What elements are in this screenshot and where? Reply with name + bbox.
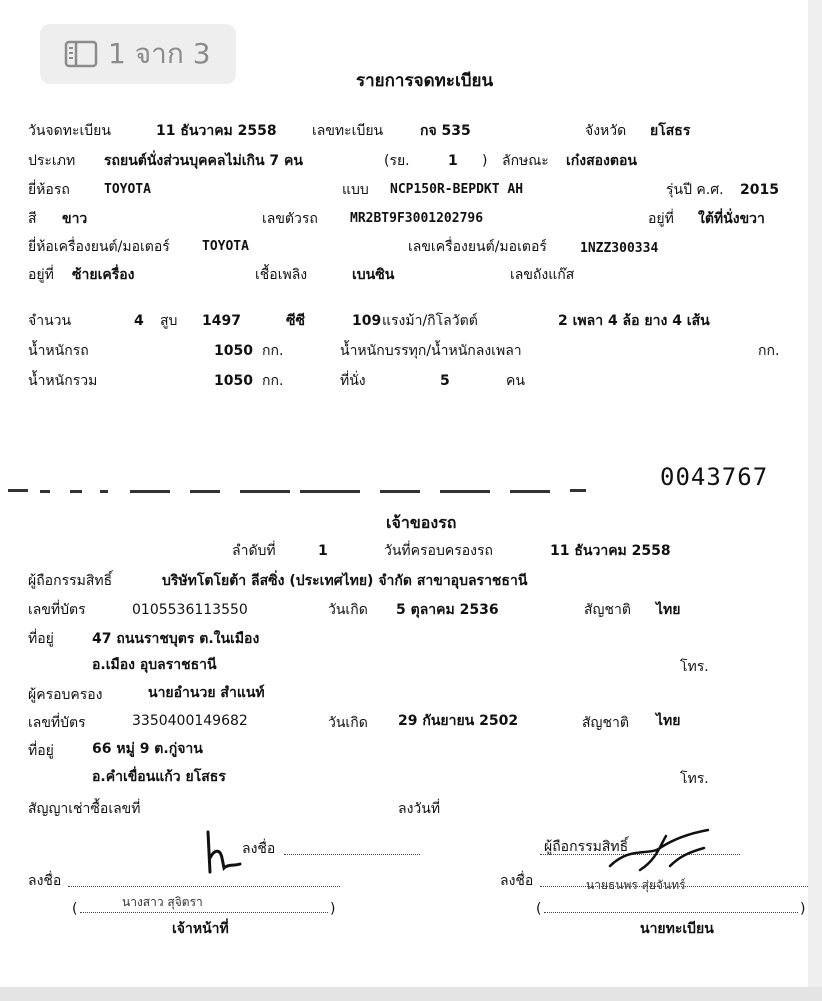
- possessor-label: ผู้ครอบครอง: [28, 687, 103, 703]
- order: 1: [318, 543, 328, 559]
- holder-tel-label: โทร.: [680, 659, 709, 675]
- chassis-loc-label: อยู่ที่: [648, 211, 674, 227]
- weight-unit: กก.: [262, 343, 284, 359]
- possessor-nat-label: สัญชาติ: [582, 715, 629, 731]
- holder-id-label: เลขที่บัตร: [28, 602, 86, 618]
- cylinders: 4: [134, 313, 144, 329]
- page-edge-bottom: [0, 987, 822, 1001]
- order-label: ลำดับที่: [232, 543, 276, 559]
- possess-date-label: วันที่ครอบครองรถ: [384, 543, 493, 559]
- sidebar-icon: [64, 40, 98, 68]
- vehicle-style: เก๋งสองตอน: [566, 153, 637, 169]
- gross-label: น้ำหนักรวม: [28, 373, 98, 389]
- engine-brand-label: ยี่ห้อเครื่องยนต์/มอเตอร์: [28, 239, 170, 255]
- count-label: จำนวน: [28, 313, 72, 329]
- page-edge-right: [808, 0, 822, 990]
- possess-date: 11 ธันวาคม 2558: [550, 543, 671, 559]
- seats-label: ที่นั่ง: [340, 373, 366, 389]
- fuel: เบนซิน: [352, 267, 395, 283]
- possessor-nationality: ไทย: [656, 713, 681, 729]
- engine-brand: TOYOTA: [202, 239, 249, 254]
- sign-label-upper: ลงชื่อ: [242, 841, 276, 857]
- holder-nat-label: สัญชาติ: [584, 602, 631, 618]
- holder-name: บริษัทโตโยต้า ลีสซิ่ง (ประเทศไทย) จำกัด สาขาอุบลราชธานี: [162, 573, 528, 589]
- sign-line-upper-left: [284, 854, 420, 855]
- reg-date: 11 ธันวาคม 2558: [156, 123, 277, 139]
- possessor-id-label: เลขที่บัตร: [28, 715, 86, 731]
- engine-loc: ซ้ายเครื่อง: [72, 267, 135, 283]
- officer-name: นางสาว สุจิตรา: [122, 895, 203, 909]
- code-label: (รย.: [384, 153, 410, 169]
- code-close: ): [482, 153, 488, 169]
- possessor-name: นายอำนวย สำแนท์: [148, 685, 265, 701]
- officer-paren-open: (: [72, 901, 78, 917]
- vehicle-code: 1: [448, 153, 458, 169]
- registrar-name: นายธนพร สุ่ยจันทร์: [586, 878, 686, 892]
- possessor-address-2: อ.คำเขื่อนแก้ว ยโสธร: [92, 769, 226, 785]
- officer-paren-close: ): [330, 901, 336, 917]
- contract-label: สัญญาเช่าซื้อเลขที่: [28, 801, 141, 817]
- holder-address-2: อ.เมือง อุบลราชธานี: [92, 657, 217, 673]
- province: ยโสธร: [650, 123, 691, 139]
- vehicle-type: รถยนต์นั่งส่วนบุคคลไม่เกิน 7 คน: [104, 153, 303, 169]
- officer-signature-graphic: [200, 828, 244, 878]
- officer-name-line: [80, 912, 328, 913]
- officer-sign-line: [68, 886, 340, 887]
- possessor-birth: 29 กันยายน 2502: [398, 713, 519, 729]
- brand: TOYOTA: [104, 182, 151, 197]
- cylinder-unit: สูบ: [160, 313, 178, 329]
- seats: 5: [440, 373, 450, 389]
- holder-birth: 5 ตุลาคม 2536: [396, 602, 499, 618]
- gross-unit: กก.: [262, 373, 284, 389]
- possessor-address-1: 66 หมู่ 9 ต.กู่จาน: [92, 741, 203, 757]
- document-title: รายการจดทะเบียน: [356, 71, 494, 91]
- plate-label: เลขทะเบียน: [312, 123, 384, 139]
- weight-label: น้ำหนักรถ: [28, 343, 89, 359]
- fuel-label: เชื้อเพลิง: [255, 267, 308, 283]
- weight: 1050: [214, 343, 253, 359]
- officer-sign-label: ลงชื่อ: [28, 873, 62, 889]
- plate: กจ 535: [420, 123, 471, 139]
- registrar-name-line: [544, 912, 798, 913]
- province-label: จังหวัด: [585, 123, 627, 139]
- registrar-paren-open: (: [536, 901, 542, 917]
- engine-cc: 1497: [202, 313, 241, 329]
- axles: 2 เพลา 4 ล้อ ยาง 4 เส้น: [558, 313, 710, 329]
- color: ขาว: [62, 211, 88, 227]
- holder-address-1: 47 ถนนราชบุตร ต.ในเมือง: [92, 631, 260, 647]
- possessor-birth-label: วันเกิด: [328, 715, 368, 731]
- load-unit: กก.: [758, 343, 780, 359]
- holder-id: 0105536113550: [132, 602, 248, 618]
- owner-section-title: เจ้าของรถ: [386, 513, 457, 532]
- model: NCP150R-BEPDKT AH: [390, 182, 524, 197]
- chassis-label: เลขตัวรถ: [262, 211, 318, 227]
- gross-weight: 1050: [214, 373, 253, 389]
- holder-nationality: ไทย: [656, 602, 681, 618]
- seats-unit: คน: [506, 373, 525, 389]
- possessor-id: 3350400149682: [132, 713, 248, 729]
- year-label: รุ่นปี ค.ศ.: [666, 182, 724, 198]
- registrar-sign-label: ลงชื่อ: [500, 873, 534, 889]
- cc-unit: ซีซี: [286, 313, 306, 329]
- tank-label: เลขถังแก๊ส: [510, 267, 575, 283]
- engine-loc-label: อยู่ที่: [28, 267, 54, 283]
- holder-addr-label: ที่อยู่: [28, 631, 54, 647]
- brand-label: ยี่ห้อรถ: [28, 182, 70, 198]
- holder-birth-label: วันเกิด: [328, 602, 368, 618]
- registrar-title: นายทะเบียน: [640, 921, 714, 937]
- hp-unit: แรงม้า/กิโลวัตต์: [382, 313, 478, 329]
- style-label: ลักษณะ: [502, 153, 549, 169]
- color-label: สี: [28, 211, 37, 227]
- sign-date-label: ลงวันที่: [398, 801, 441, 817]
- chassis: MR2BT9F3001202796: [350, 211, 484, 226]
- model-label: แบบ: [342, 182, 369, 198]
- possessor-tel-label: โทร.: [680, 771, 709, 787]
- serial-number: 0043767: [660, 463, 769, 491]
- registrar-paren-close: ): [800, 901, 806, 917]
- registrar-signature-graphic: [600, 826, 720, 882]
- year: 2015: [740, 182, 779, 198]
- engine-no: 1NZZ300334: [580, 241, 659, 256]
- reg-date-label: วันจดทะเบียน: [28, 123, 111, 139]
- holder-sign-label: ผู้ถือกรรมสิทธิ์: [544, 839, 629, 855]
- chassis-loc: ใต้ที่นั่งขวา: [698, 211, 765, 227]
- engine-no-label: เลขเครื่องยนต์/มอเตอร์: [408, 239, 547, 255]
- possessor-addr-label: ที่อยู่: [28, 743, 54, 759]
- type-label: ประเภท: [28, 153, 76, 169]
- page-indicator[interactable]: [40, 24, 236, 84]
- page-indicator-text: 1 จาก 3: [108, 37, 211, 70]
- load-label: น้ำหนักบรรทุก/น้ำหนักลงเพลา: [340, 343, 522, 359]
- horsepower: 109: [352, 313, 382, 329]
- officer-title: เจ้าหน้าที่: [172, 921, 229, 937]
- holder-label: ผู้ถือกรรมสิทธิ์: [28, 573, 113, 589]
